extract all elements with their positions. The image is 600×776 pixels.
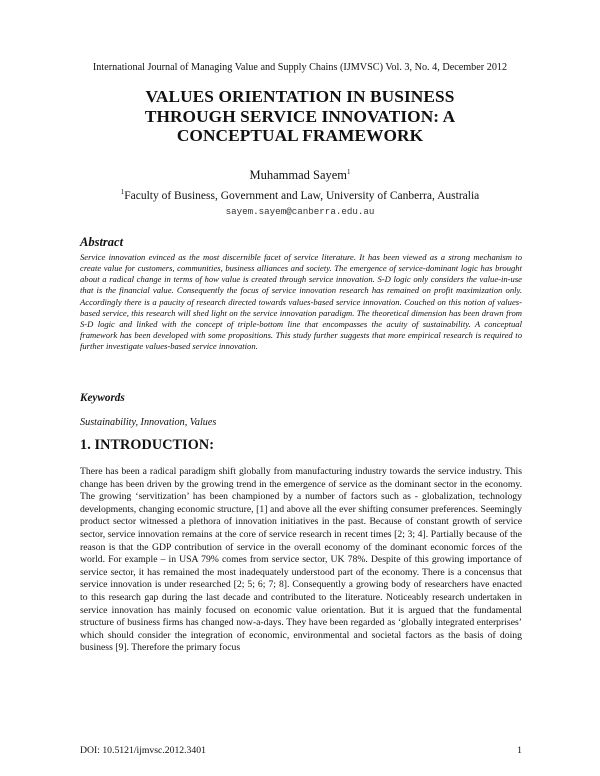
- title-line: THROUGH SERVICE INNOVATION: A: [144, 106, 456, 126]
- paper-title: [80, 87, 520, 146]
- author: [0, 168, 600, 183]
- author-name: Muhammad Sayem: [249, 168, 348, 182]
- keywords-heading: Keywords: [80, 392, 125, 404]
- affiliation: [0, 190, 600, 202]
- title-line: VALUES ORIENTATION IN BUSINESS: [145, 87, 455, 106]
- affiliation-mark: 1: [120, 188, 125, 197]
- page-number: 1: [517, 745, 522, 756]
- introduction-text: There has been a radical paradigm shift globally from manufacturing industry towards the service industry. This change has been driven by the growing trend in the emergence of service as the dominant sector in the economy. The growing ‘servitization’ has been championed by a number of factors such as - globalization, technology developments, changing economic structure, [1] and above all the ever shifting consumer preferences. Seemingly product sector witnessed a plethora of innovation initiatives in the past. Because of constant growth of service sector, service innovation remains at the core of service research in recent times [2; 3; 4]. Partially because of the reason is that the GDP contribution of service in the overall economy of the dominant economic forces of the world. For example – in USA 79% comes from service sector, UK 78%. Despite of this growing importance of service sector, it has remained the most inadequately understood part of the economy. There is a concensus that service innovation is under researched [2; 5; 6; 7; 8]. Consequently a growing body of researchers have enacted to this research gap during the last decade and contributed to the literature. Noticeably research undertaken in service innovation has mainly focused on economic value orientation. But it is argued that the fundamental structure of business firms has changed now-a-days. They have been regarded as ‘globally integrated enterprises’ which should consider the integration of economic, environmental and societal factors as the basis of doing business [9]. Therefore the primary focus: [80, 466, 522, 654]
- title-line: CONCEPTUAL FRAMEWORK: [176, 126, 424, 145]
- introduction-heading: 1. INTRODUCTION:: [80, 437, 215, 453]
- doi-footer: DOI: 10.5121/ijmvsc.2012.3401: [80, 745, 206, 756]
- journal-header: International Journal of Managing Value and Supply Chains (IJMVSC) Vol. 3, No. 4, December 2012: [92, 62, 508, 73]
- author-email[interactable]: sayem.sayem@canberra.edu.au: [225, 206, 375, 217]
- author-affiliation-mark: 1: [347, 167, 351, 176]
- keywords-text: Sustainability, Innovation, Values: [80, 417, 217, 428]
- affiliation-text: Faculty of Business, Government and Law, University of Canberra, Australia: [124, 190, 480, 202]
- abstract-heading: Abstract: [80, 235, 124, 249]
- abstract-text: Service innovation evinced as the most discernible facet of service literature. It has been viewed as a strong mechanism to create value for customers, communities, business alliances and society. The emergence of service-dominant logic has brought about a radical change in terms of how value is created through service innovation. S-D logic only considers the value-in-use that is the financial value. Consequently the focus of service innovation research has remained on profit maximization only. Accordingly there is a paucity of research directed towards values-based service innovation. Couched on this notion of values-based service, this research will shed light on the service innovation paradigm. The theoretical dimension has been drawn from S-D logic and linked with the concept of triple-bottom line that encompasses the acuity of sustainability. A conceptual framework has been developed with some propositions. This study further suggests that more empirical research is required to further investigate values-based service innovation.: [80, 252, 522, 352]
